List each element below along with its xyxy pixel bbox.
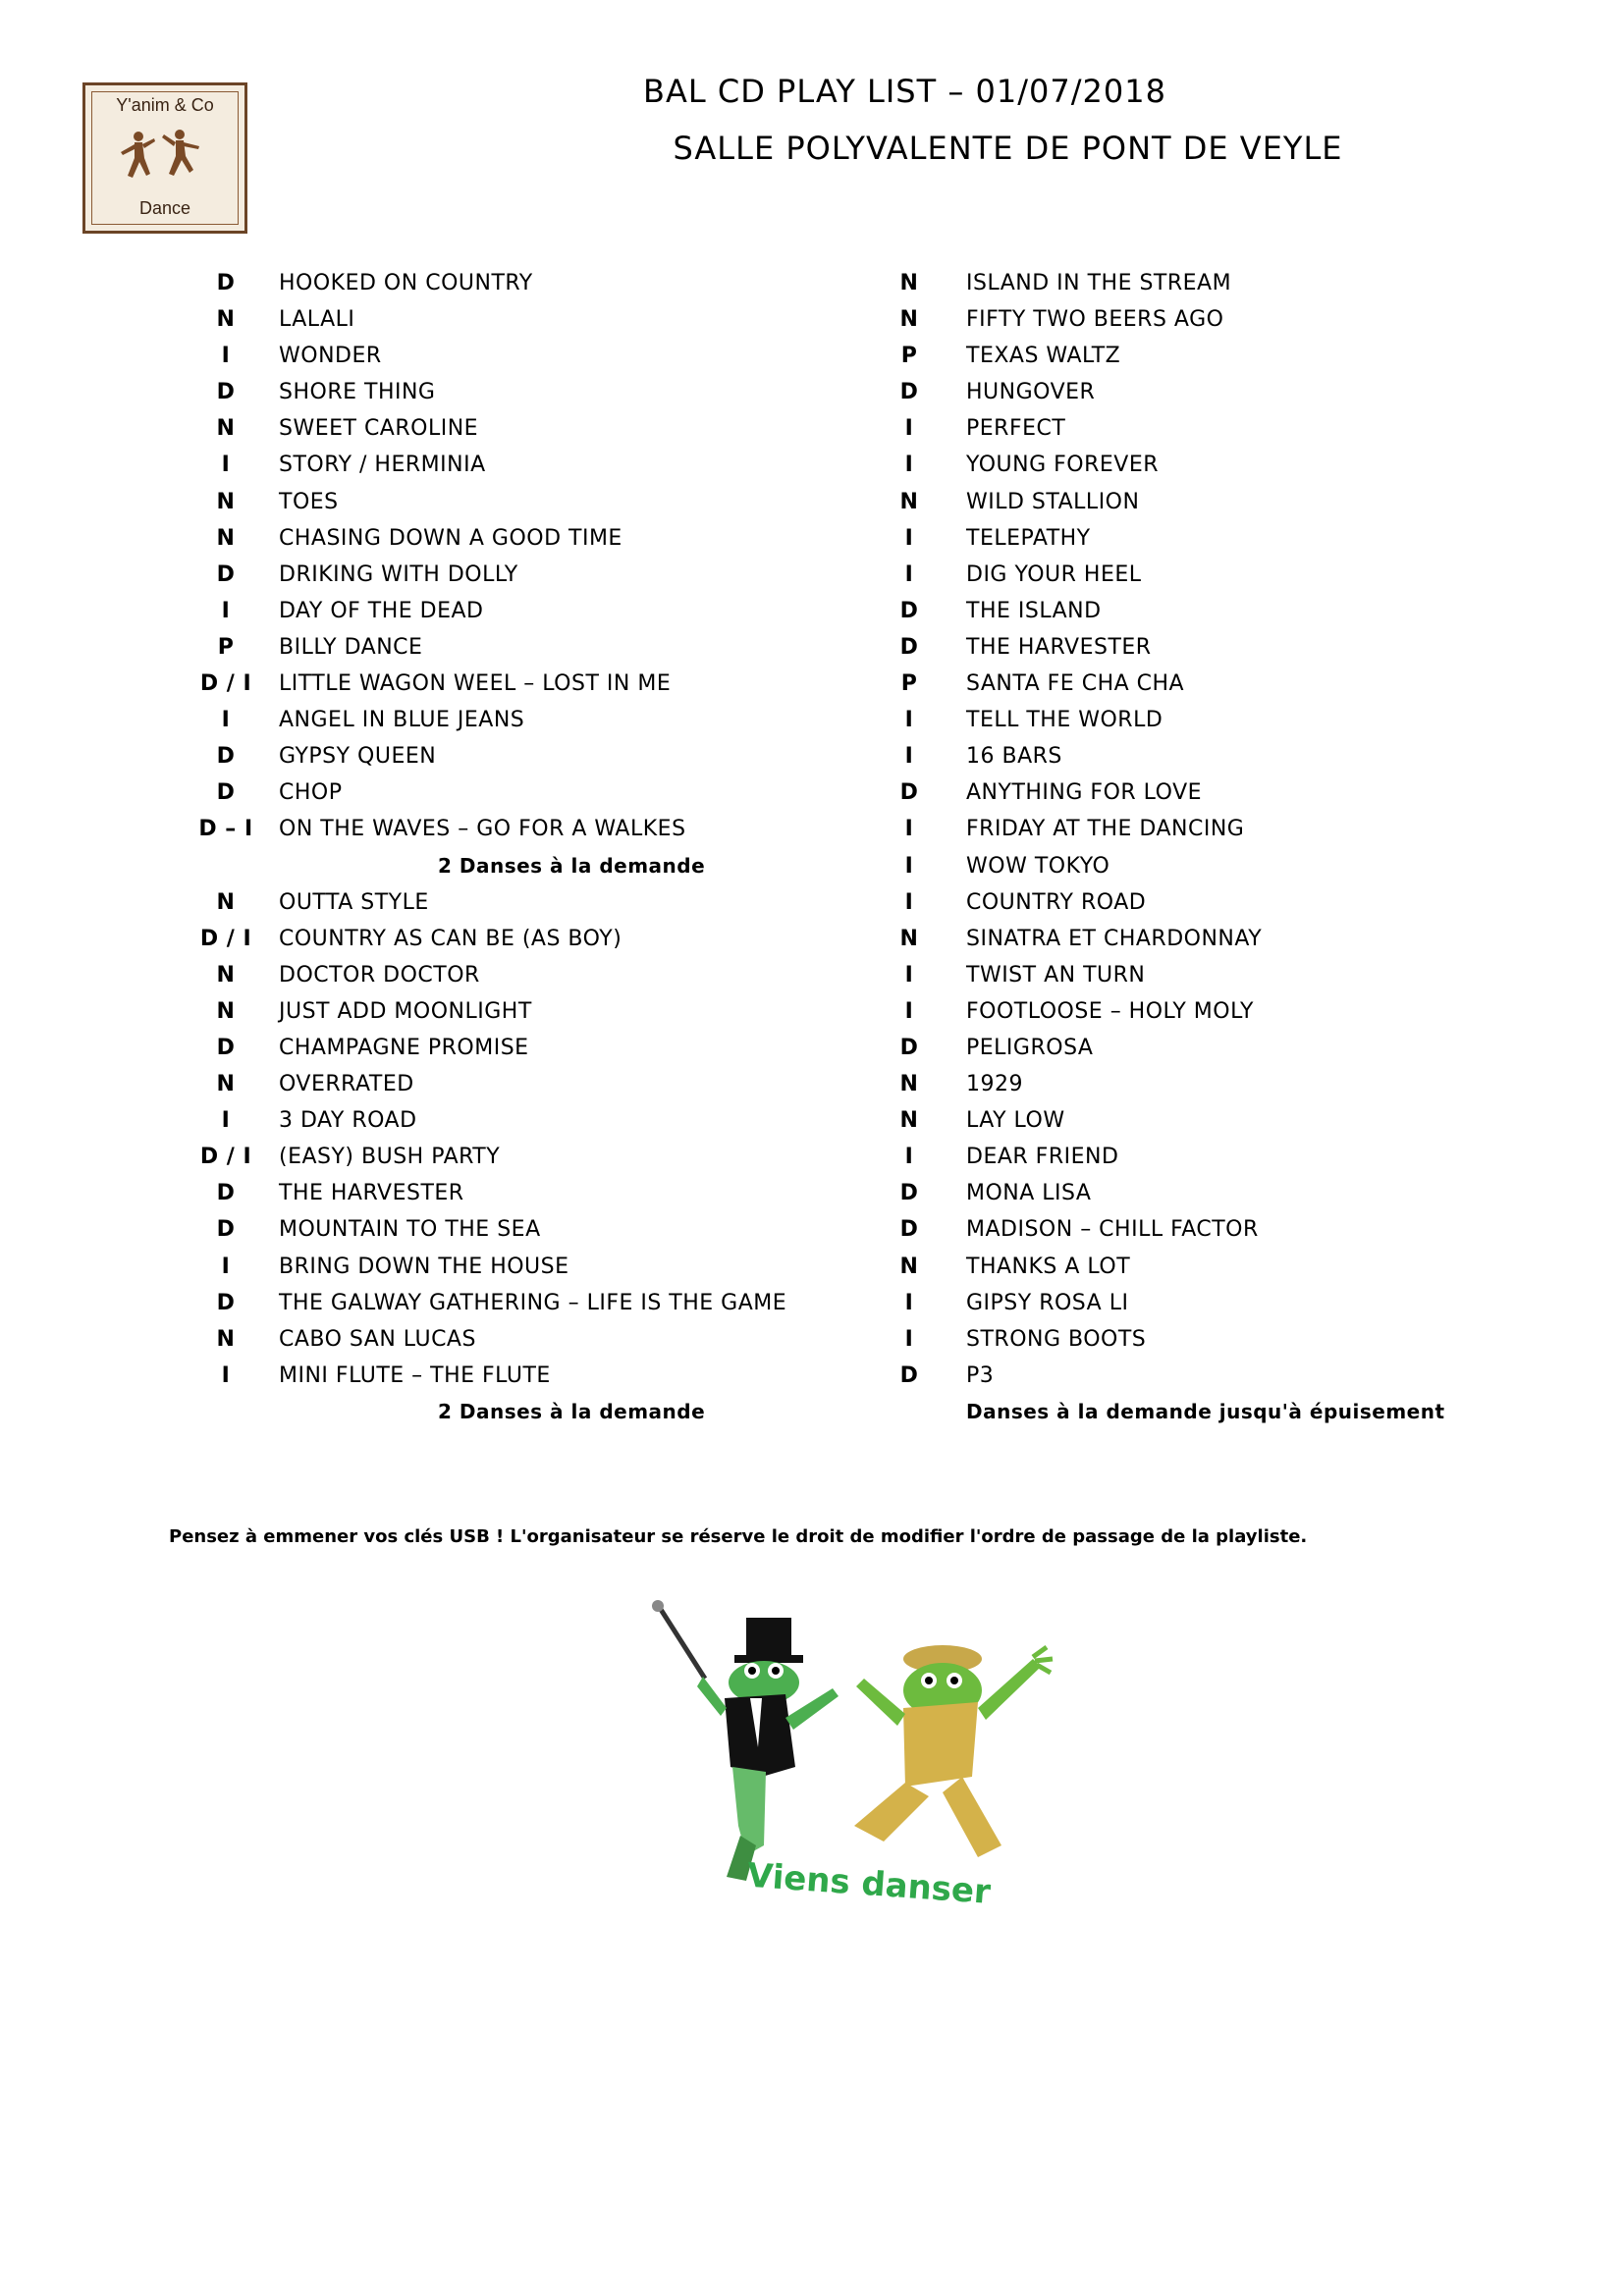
dance-level-code: I bbox=[904, 708, 914, 733]
song-title: MINI FLUTE – THE FLUTE bbox=[279, 1362, 551, 1388]
dance-level-code: N bbox=[216, 1326, 236, 1352]
song-title: DOCTOR DOCTOR bbox=[279, 962, 480, 988]
song-title: OVERRATED bbox=[279, 1072, 414, 1097]
song-title: CHAMPAGNE PROMISE bbox=[279, 1035, 529, 1060]
dance-level-code: I bbox=[904, 525, 914, 551]
dance-level-code: N bbox=[216, 307, 236, 333]
dance-level-code: I bbox=[904, 998, 914, 1024]
song-title: (EASY) BUSH PARTY bbox=[279, 1145, 501, 1170]
request-note-text: 2 Danses à la demande bbox=[438, 853, 706, 878]
song-title: 1929 bbox=[966, 1072, 1023, 1097]
song-title: BRING DOWN THE HOUSE bbox=[279, 1254, 569, 1279]
dance-level-code: P bbox=[900, 344, 918, 369]
dance-level-code: I bbox=[904, 962, 914, 988]
song-title: MOUNTAIN TO THE SEA bbox=[279, 1217, 541, 1243]
dance-level-code: I bbox=[221, 453, 231, 478]
song-title: CHASING DOWN A GOOD TIME bbox=[279, 525, 622, 551]
dance-level-code: N bbox=[899, 307, 919, 333]
song-title: STRONG BOOTS bbox=[966, 1326, 1147, 1352]
dance-level-code: I bbox=[904, 889, 914, 915]
song-title: ANYTHING FOR LOVE bbox=[966, 780, 1203, 806]
song-title: TEXAS WALTZ bbox=[966, 344, 1121, 369]
dance-level-code: P bbox=[217, 634, 235, 660]
dance-level-code: I bbox=[904, 561, 914, 587]
dance-level-code: D bbox=[216, 1035, 236, 1060]
page-title: BAL CD PLAY LIST – 01/07/2018 bbox=[643, 73, 1166, 110]
dance-level-code: D bbox=[899, 598, 919, 623]
song-title: THE HARVESTER bbox=[279, 1181, 464, 1206]
dance-level-code: N bbox=[216, 489, 236, 514]
dance-level-code: D bbox=[216, 780, 236, 806]
song-title: WONDER bbox=[279, 344, 382, 369]
song-title: SANTA FE CHA CHA bbox=[966, 671, 1185, 697]
dance-level-code: I bbox=[904, 1290, 914, 1315]
song-title: THE HARVESTER bbox=[966, 634, 1152, 660]
song-title: HOOKED ON COUNTRY bbox=[279, 271, 533, 295]
dance-level-code: D bbox=[216, 380, 236, 405]
dance-level-code: D bbox=[899, 780, 919, 806]
dancing-frogs-illustration bbox=[648, 1600, 1080, 1918]
dance-level-code: D – I bbox=[198, 817, 253, 842]
song-title: DEAR FRIEND bbox=[966, 1145, 1119, 1170]
logo-brand: Y'anim & Co bbox=[116, 95, 214, 115]
dance-level-code: I bbox=[221, 708, 231, 733]
footer-note: Pensez à emmener vos clés USB ! L'organisateur se réserve le droit de modifier l'ordre de passage de la playliste. bbox=[169, 1526, 1308, 1547]
song-title: GIPSY ROSA LI bbox=[966, 1290, 1129, 1315]
dance-level-code: I bbox=[904, 1145, 914, 1170]
dance-level-code: D bbox=[216, 1181, 236, 1206]
dance-level-code: D bbox=[216, 744, 236, 770]
dance-level-code: I bbox=[904, 817, 914, 842]
dance-level-code: N bbox=[899, 926, 919, 951]
song-title: COUNTRY ROAD bbox=[966, 889, 1147, 915]
song-title: GYPSY QUEEN bbox=[279, 744, 437, 770]
dance-level-code: P bbox=[900, 671, 918, 697]
song-title: CHOP bbox=[279, 780, 343, 806]
dance-level-code: N bbox=[216, 1072, 236, 1097]
dance-level-code: N bbox=[216, 889, 236, 915]
frog-with-top-hat-icon bbox=[652, 1600, 839, 1881]
dance-level-code: I bbox=[221, 598, 231, 623]
dance-level-code: D bbox=[899, 1181, 919, 1206]
dance-level-code: N bbox=[216, 962, 236, 988]
dance-level-code: D bbox=[216, 1217, 236, 1243]
dance-level-code: D bbox=[899, 380, 919, 405]
song-title: WILD STALLION bbox=[966, 489, 1140, 514]
dance-level-code: N bbox=[899, 1108, 919, 1134]
dance-level-code: D / I bbox=[199, 1145, 252, 1170]
dance-level-code: I bbox=[221, 1362, 231, 1388]
dance-level-code: D bbox=[899, 634, 919, 660]
song-title: SINATRA ET CHARDONNAY bbox=[966, 926, 1263, 951]
song-title: 3 DAY ROAD bbox=[279, 1108, 417, 1134]
dance-level-code: I bbox=[221, 1108, 231, 1134]
dance-level-code: D bbox=[216, 561, 236, 587]
logo-subtitle: Dance bbox=[138, 198, 191, 218]
song-title: WOW TOKYO bbox=[966, 853, 1110, 879]
song-title: YOUNG FOREVER bbox=[966, 453, 1160, 478]
dance-level-code: I bbox=[904, 744, 914, 770]
dance-level-code: D bbox=[216, 1290, 236, 1315]
song-title: SHORE THING bbox=[279, 380, 436, 405]
song-title: P3 bbox=[966, 1362, 995, 1388]
dance-level-code: D / I bbox=[199, 926, 252, 951]
illustration-caption: Viens danser bbox=[745, 1855, 993, 1912]
song-title: PELIGROSA bbox=[966, 1035, 1094, 1060]
song-title: ON THE WAVES – GO FOR A WALKES bbox=[279, 817, 686, 842]
dance-level-code: N bbox=[899, 1072, 919, 1097]
song-title: FRIDAY AT THE DANCING bbox=[966, 817, 1245, 842]
dance-level-code: D bbox=[899, 1035, 919, 1060]
song-title: THANKS A LOT bbox=[966, 1254, 1131, 1279]
dance-level-code: N bbox=[216, 525, 236, 551]
song-title: TOES bbox=[279, 489, 339, 514]
song-title: 16 BARS bbox=[966, 744, 1062, 770]
song-title: DAY OF THE DEAD bbox=[279, 598, 484, 623]
song-title: HUNGOVER bbox=[966, 380, 1096, 405]
song-title: OUTTA STYLE bbox=[279, 889, 429, 915]
dance-level-code: D bbox=[216, 271, 236, 295]
song-title: BILLY DANCE bbox=[279, 634, 423, 660]
dance-level-code: N bbox=[899, 489, 919, 514]
song-title: FIFTY TWO BEERS AGO bbox=[966, 307, 1224, 333]
song-title: DRIKING WITH DOLLY bbox=[279, 561, 518, 587]
song-title: SWEET CAROLINE bbox=[279, 416, 479, 442]
dance-level-code: I bbox=[221, 344, 231, 369]
song-title: ISLAND IN THE STREAM bbox=[966, 271, 1232, 295]
dance-level-code: I bbox=[904, 453, 914, 478]
song-title: COUNTRY AS CAN BE (AS BOY) bbox=[279, 926, 622, 951]
song-title: MADISON – CHILL FACTOR bbox=[966, 1217, 1259, 1243]
song-title: TWIST AN TURN bbox=[966, 962, 1146, 988]
dance-level-code: I bbox=[904, 416, 914, 442]
dance-level-code: N bbox=[216, 998, 236, 1024]
song-title: TELEPATHY bbox=[966, 525, 1091, 551]
song-title: TELL THE WORLD bbox=[966, 708, 1163, 733]
song-title: DIG YOUR HEEL bbox=[966, 561, 1142, 587]
request-note-text: Danses à la demande jusqu'à épuisement bbox=[966, 1399, 1445, 1423]
song-title: FOOTLOOSE – HOLY MOLY bbox=[966, 998, 1254, 1024]
song-title: LAY LOW bbox=[966, 1108, 1065, 1134]
dance-level-code: D / I bbox=[199, 671, 252, 697]
song-title: LALALI bbox=[279, 307, 355, 333]
song-title: LITTLE WAGON WEEL – LOST IN ME bbox=[279, 671, 672, 697]
dance-level-code: N bbox=[216, 416, 236, 442]
song-title: JUST ADD MOONLIGHT bbox=[279, 998, 532, 1024]
dance-level-code: D bbox=[899, 1362, 919, 1388]
dance-level-code: I bbox=[221, 1254, 231, 1279]
dance-level-code: I bbox=[904, 1326, 914, 1352]
venue-subtitle: SALLE POLYVALENTE DE PONT DE VEYLE bbox=[673, 130, 1343, 167]
dance-level-code: I bbox=[904, 853, 914, 879]
song-title: THE ISLAND bbox=[966, 598, 1102, 623]
dance-level-code: N bbox=[899, 271, 919, 295]
song-title: ANGEL IN BLUE JEANS bbox=[279, 708, 525, 733]
song-title: THE GALWAY GATHERING – LIFE IS THE GAME bbox=[279, 1290, 787, 1315]
song-title: STORY / HERMINIA bbox=[279, 453, 486, 478]
dance-level-code: D bbox=[899, 1217, 919, 1243]
song-title: CABO SAN LUCAS bbox=[279, 1326, 476, 1352]
song-title: MONA LISA bbox=[966, 1181, 1092, 1206]
request-note-text: 2 Danses à la demande bbox=[438, 1399, 706, 1423]
dance-level-code: N bbox=[899, 1254, 919, 1279]
song-title: PERFECT bbox=[966, 416, 1066, 442]
frog-with-hat-icon bbox=[854, 1645, 1053, 1857]
